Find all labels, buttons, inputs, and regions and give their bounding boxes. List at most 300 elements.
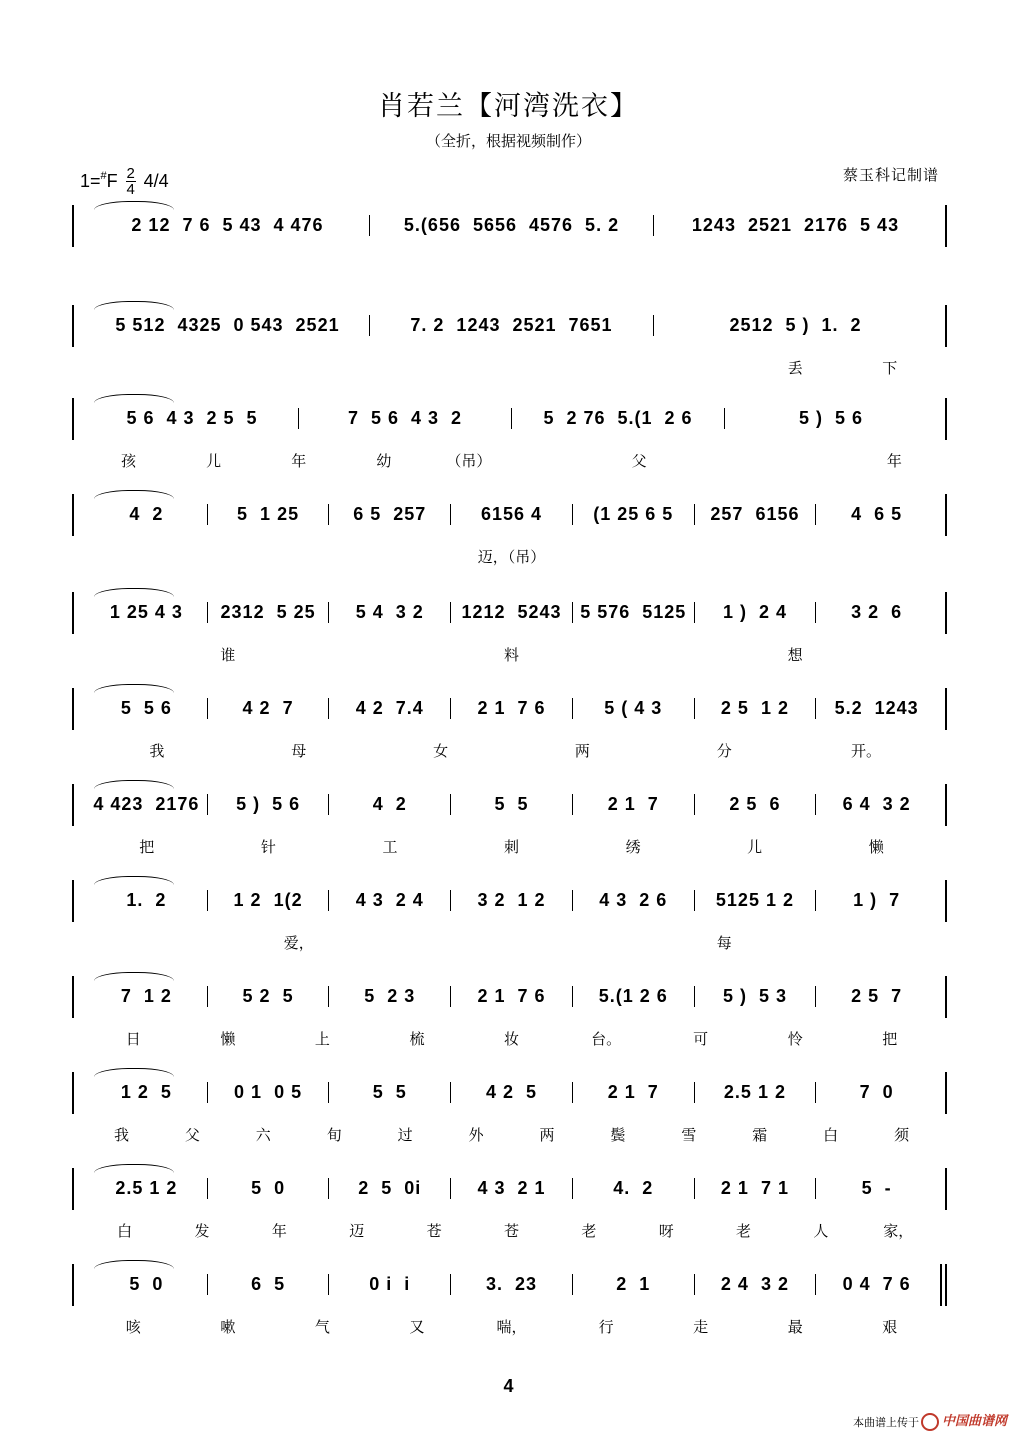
lyric-syllable: 台。 (591, 1030, 622, 1048)
measure-notes: 6 5 257 (353, 504, 427, 524)
lyric-syllable: 艰 (882, 1318, 898, 1336)
measure (694, 794, 816, 815)
lyric-syllable: 工 (382, 838, 398, 856)
measure-notes: 4. 2 (613, 1178, 654, 1198)
lyric-syllable: 旬 (326, 1126, 342, 1144)
measure-notes: 2 5 7 (851, 986, 903, 1006)
lyric-syllable: 我 (149, 742, 165, 760)
measure (694, 1178, 816, 1199)
measure-notes: 3 2 1 2 (477, 890, 546, 910)
lyric-syllable: 父 (631, 452, 647, 470)
lyric-syllable: 怜 (787, 1030, 803, 1048)
notes-row (86, 408, 937, 429)
measure-notes: 5 5 6 (120, 698, 172, 718)
time-denominator: 4 (126, 181, 135, 198)
lyrics-row (86, 644, 937, 665)
measure (450, 1274, 572, 1295)
slur-mark (94, 1068, 174, 1077)
slur-mark (94, 588, 174, 597)
key-note: F (106, 171, 118, 191)
lyric-syllable (559, 357, 654, 378)
measure-notes: 257 6156 (710, 504, 800, 524)
measure (694, 504, 816, 525)
lyric-syllable: 老 (581, 1222, 597, 1240)
measure-notes: 4 423 2176 (93, 794, 200, 814)
measure (207, 504, 329, 525)
lyric-syllable: 呀 (658, 1222, 674, 1240)
lyric-syllable: 把 (882, 1030, 898, 1048)
measure (86, 1178, 207, 1199)
measure (815, 698, 937, 719)
lyrics-row (86, 932, 937, 953)
lyric-syllable: 白 (117, 1222, 133, 1240)
lyric-syllable: 开。 (851, 742, 882, 760)
system-start-barline (72, 398, 74, 440)
measure (328, 602, 450, 623)
lyric-syllable: 气 (314, 1318, 330, 1336)
measure-notes: 2 4 3 2 (720, 1274, 789, 1294)
lyric-syllable: 刺 (504, 838, 520, 856)
measure-notes: 2 1 7 6 (477, 698, 546, 718)
lyric-syllable: 外 (468, 1126, 484, 1144)
measure-notes: 1212 5243 (461, 602, 562, 622)
measure-notes: 0 i i (369, 1274, 411, 1294)
slur-mark (94, 1164, 174, 1173)
system-start-barline (72, 976, 74, 1018)
slur-mark (94, 1260, 174, 1269)
notes-row (86, 794, 937, 815)
system-start-barline (72, 205, 74, 247)
lyrics-row (86, 357, 937, 378)
lyric-syllable: 下 (882, 359, 898, 377)
system-end-barline (945, 205, 947, 247)
notes-row (86, 315, 937, 336)
slur-mark (94, 972, 174, 981)
lyric-syllable: 又 (409, 1318, 425, 1336)
notation-system (72, 592, 947, 677)
site-logo-icon (921, 1413, 939, 1431)
measure-notes: 4 3 2 4 (355, 890, 424, 910)
site-logo (921, 1410, 1007, 1431)
notation-system (72, 976, 947, 1061)
lyric-syllable: 白 (823, 1126, 839, 1144)
measure (86, 1082, 207, 1103)
notes-row (86, 1082, 937, 1103)
notation-system (72, 784, 947, 869)
measure (450, 602, 572, 623)
lyric-syllable: 幼 (376, 452, 392, 470)
notation-system (72, 1168, 947, 1253)
measure (572, 698, 694, 719)
measure (694, 1274, 816, 1295)
site-name: 中国曲谱网 (941, 1414, 1007, 1429)
lyric-syllable: 儿 (747, 838, 763, 856)
notes-row (86, 1178, 937, 1199)
measure (207, 602, 329, 623)
measure (815, 504, 937, 525)
measure (86, 315, 369, 336)
lyric-syllable: 丢 (787, 359, 803, 377)
lyric-syllable: 迈，（吊） (477, 548, 546, 566)
measure (694, 986, 816, 1007)
measure-notes: 2.5 1 2 (723, 1082, 786, 1102)
system-start-barline (72, 688, 74, 730)
lyric-syllable (275, 357, 370, 378)
notes-row (86, 986, 937, 1007)
lyrics-row (86, 1124, 937, 1145)
measure-notes: 5 - (861, 1178, 892, 1198)
measure (815, 794, 937, 815)
system-end-barline (945, 305, 947, 347)
measure-notes: 5 1 25 (237, 504, 300, 524)
lyric-syllable: 上 (314, 1030, 330, 1048)
lyric-syllable: 霜 (752, 1126, 768, 1144)
measure-notes: 2512 5 ) 1. 2 (729, 315, 862, 335)
lyric-syllable: 年 (271, 1222, 287, 1240)
measure (207, 1274, 329, 1295)
measure (572, 794, 694, 815)
measure-notes: 0 4 7 6 (842, 1274, 911, 1294)
measure-notes: 2 1 7 1 (720, 1178, 789, 1198)
lyric-syllable: 绣 (625, 838, 641, 856)
measure (572, 1274, 694, 1295)
measure (815, 1082, 937, 1103)
lyric-syllable: 把 (139, 838, 155, 856)
lyric-syllable: 走 (693, 1318, 709, 1336)
measure (511, 408, 724, 429)
measure-notes: 5 6 4 3 2 5 5 (126, 408, 258, 428)
system-end-barline (945, 398, 947, 440)
measure (815, 890, 937, 911)
measure (694, 698, 816, 719)
measure (86, 890, 207, 911)
measure (450, 890, 572, 911)
system-end-barline (945, 688, 947, 730)
lyric-syllable: 苍 (426, 1222, 442, 1240)
measure-notes: 0 1 0 5 (234, 1082, 303, 1102)
measure-notes: 2312 5 25 (220, 602, 316, 622)
measure (450, 698, 572, 719)
sharp-symbol: # (100, 169, 107, 182)
lyric-syllable: 儿 (206, 452, 222, 470)
measure (369, 215, 653, 236)
measure-notes: 2.5 1 2 (115, 1178, 178, 1198)
measure-notes: 5 ( 4 3 (604, 698, 663, 718)
system-start-barline (72, 1072, 74, 1114)
lyric-syllable: 谁 (220, 646, 236, 664)
lyric-syllable (682, 450, 767, 471)
measure-notes: 5 2 3 (364, 986, 416, 1006)
measure (653, 215, 937, 236)
lyrics-row (86, 836, 937, 857)
notation-system (72, 1264, 947, 1349)
measure (815, 1274, 937, 1295)
measure-notes: 6 5 (251, 1274, 286, 1294)
lyric-syllable (181, 357, 276, 378)
measure-notes: 1 ) 2 4 (722, 602, 787, 622)
measure (328, 504, 450, 525)
notation-system (72, 398, 947, 483)
score-title: 肖若兰【河湾洗衣】 (378, 91, 639, 122)
measure (653, 315, 937, 336)
lyric-syllable (464, 357, 559, 378)
measure-notes: 5.(1 2 6 (598, 986, 668, 1006)
lyric-syllable: 喘， (496, 1318, 527, 1336)
measure (724, 408, 937, 429)
lyric-syllable: 可 (693, 1030, 709, 1048)
measure-notes: 2 1 7 (607, 1082, 659, 1102)
lyric-syllable: 懒 (220, 1030, 236, 1048)
measure-notes: 4 3 2 1 (477, 1178, 546, 1198)
measure (450, 1082, 572, 1103)
notes-row (86, 602, 937, 623)
measure (572, 602, 694, 623)
key-signature (80, 166, 169, 197)
measure (815, 986, 937, 1007)
system-end-barline (945, 494, 947, 536)
lyric-syllable: 行 (598, 1318, 614, 1336)
lyric-syllable: 迈 (349, 1222, 365, 1240)
system-start-barline (72, 784, 74, 826)
measure-notes: 5 576 5125 (580, 602, 687, 622)
lyrics-row (86, 1220, 937, 1241)
lyrics-row (86, 1316, 937, 1337)
lyric-syllable: 六 (255, 1126, 271, 1144)
measure-notes: 5 5 (372, 1082, 407, 1102)
notation-system (72, 205, 947, 290)
measure-notes: 4 2 (372, 794, 407, 814)
lyric-syllable: 鬓 (610, 1126, 626, 1144)
measure-notes: 7 5 6 4 3 2 (347, 408, 463, 428)
lyrics-row (86, 546, 937, 567)
measure-notes: 4 3 2 6 (599, 890, 668, 910)
lyric-syllable: 妆 (504, 1030, 520, 1048)
measure-notes: 3 2 6 (851, 602, 903, 622)
system-start-barline (72, 305, 74, 347)
measure-notes: 6 4 3 2 (842, 794, 911, 814)
score-subtitle: （全折，根据视频制作） (425, 132, 591, 150)
lyric-syllable: 发 (194, 1222, 210, 1240)
measure (207, 1082, 329, 1103)
measure (328, 986, 450, 1007)
measure (86, 1274, 207, 1295)
system-end-barline (945, 976, 947, 1018)
measure (572, 504, 694, 525)
system-start-barline (72, 1264, 74, 1306)
system-end-barline (945, 1264, 947, 1306)
measure-notes: 5 ) 5 3 (722, 986, 787, 1006)
notation-system (72, 305, 947, 390)
system-start-barline (72, 1168, 74, 1210)
slur-mark (94, 490, 174, 499)
measure-notes: 7 0 (859, 1082, 894, 1102)
lyric-syllable: 最 (787, 1318, 803, 1336)
lyric-syllable: 苍 (503, 1222, 519, 1240)
system-end-barline (945, 1168, 947, 1210)
measure-notes: 5 5 (494, 794, 529, 814)
lyric-syllable: 孩 (121, 452, 137, 470)
key-label: 1= (80, 171, 101, 191)
lyric-syllable: 雪 (681, 1126, 697, 1144)
measure (815, 602, 937, 623)
measure-notes: 5 0 (251, 1178, 286, 1198)
measure (369, 315, 653, 336)
slur-mark (94, 301, 174, 310)
measure-notes: 1243 2521 2176 5 43 (691, 215, 900, 235)
lyric-syllable: 老 (736, 1222, 752, 1240)
lyric-syllable: 爱， (283, 934, 314, 952)
notation-system (72, 1072, 947, 1157)
measure (450, 504, 572, 525)
measure (86, 602, 207, 623)
lyric-syllable (370, 357, 465, 378)
measure-notes: 5.2 1243 (834, 698, 919, 718)
measure-notes: 4 2 7 (242, 698, 294, 718)
lyric-syllable: 我 (113, 1126, 129, 1144)
measure (572, 1178, 694, 1199)
measure-notes: 1 25 4 3 (109, 602, 183, 622)
notes-row (86, 890, 937, 911)
measure (694, 1082, 816, 1103)
lyric-syllable (86, 357, 181, 378)
upload-note: 本曲谱上传于 (853, 1416, 919, 1429)
measure-notes: 2 1 (616, 1274, 651, 1294)
notes-row (86, 504, 937, 525)
lyric-syllable: 过 (397, 1126, 413, 1144)
lyrics-row (86, 450, 937, 471)
lyric-syllable: 分 (716, 742, 732, 760)
double-barline (940, 1264, 942, 1306)
system-start-barline (72, 592, 74, 634)
lyric-syllable: 年 (291, 452, 307, 470)
lyric-syllable: 人 (813, 1222, 829, 1240)
measure (207, 1178, 329, 1199)
lyric-syllable: 两 (539, 1126, 555, 1144)
measure (86, 408, 298, 429)
measure (328, 794, 450, 815)
measure-notes: 2 5 6 (729, 794, 781, 814)
notation-system (72, 880, 947, 965)
measure-notes: 5125 1 2 (715, 890, 794, 910)
lyric-syllable: 父 (184, 1126, 200, 1144)
measure-notes: 4 2 (129, 504, 164, 524)
lyric-syllable: 梳 (409, 1030, 425, 1048)
time-numerator: 2 (126, 165, 135, 182)
measure-notes: 2 12 7 6 5 43 4 476 (131, 215, 324, 235)
notes-row (86, 215, 937, 236)
lyric-syllable (511, 450, 596, 471)
lyric-syllable: （吊） (446, 452, 492, 470)
lyrics-row (86, 1028, 937, 1049)
measure-notes: 1 2 1(2 (233, 890, 303, 910)
time-signature (126, 166, 136, 197)
measure (328, 1274, 450, 1295)
measure-notes: 6156 4 (480, 504, 543, 524)
measure-notes: 4 2 5 (485, 1082, 538, 1102)
alternate-time-signature: 4/4 (143, 171, 169, 191)
lyric-syllable: 针 (260, 838, 276, 856)
measure-notes: 2 1 7 6 (477, 986, 546, 1006)
measure (86, 698, 207, 719)
transcriber-credit: 蔡玉科记制谱 (842, 166, 939, 184)
slur-mark (94, 876, 174, 885)
measure (450, 794, 572, 815)
measure (207, 890, 329, 911)
lyric-syllable: 家， (883, 1222, 914, 1240)
lyric-syllable: 女 (433, 742, 449, 760)
notes-row (86, 1274, 937, 1295)
measure (572, 1082, 694, 1103)
measure (450, 1178, 572, 1199)
measure-notes: 4 2 7.4 (355, 698, 424, 718)
measure-notes: 5 4 3 2 (355, 602, 424, 622)
measure (207, 698, 329, 719)
measure (207, 986, 329, 1007)
lyric-syllable (767, 450, 852, 471)
slur-mark (94, 780, 174, 789)
lyric-syllable: 想 (787, 646, 803, 664)
measure-notes: 1 ) 7 (853, 890, 901, 910)
measure (572, 890, 694, 911)
system-start-barline (72, 880, 74, 922)
system-start-barline (72, 494, 74, 536)
measure (694, 602, 816, 623)
measure-notes: 5 ) 5 6 (236, 794, 301, 814)
notation-system (72, 494, 947, 579)
slur-mark (94, 684, 174, 693)
measure-notes: 5.(656 5656 4576 5. 2 (403, 215, 620, 235)
measure-notes: 5 0 (129, 1274, 164, 1294)
measure-notes: 7 1 2 (120, 986, 172, 1006)
measure (86, 215, 369, 236)
lyric-syllable: 须 (894, 1126, 910, 1144)
lyric-syllable: 嗽 (220, 1318, 236, 1336)
measure (328, 890, 450, 911)
notes-row (86, 698, 937, 719)
notation-system (72, 688, 947, 773)
measure (694, 890, 816, 911)
measure-notes: (1 25 6 5 (593, 504, 674, 524)
measure (207, 794, 329, 815)
lyric-syllable: 年 (886, 452, 902, 470)
system-end-barline (945, 1072, 947, 1114)
measure-notes: 3. 23 (485, 1274, 538, 1294)
measure (86, 794, 207, 815)
measure (298, 408, 511, 429)
measure-notes: 5 2 5 (242, 986, 294, 1006)
measure (328, 1178, 450, 1199)
measure-notes: 5 ) 5 6 (798, 408, 864, 428)
measure-notes: 4 6 5 (851, 504, 903, 524)
measure (86, 986, 207, 1007)
measure-notes: 5 512 4325 0 543 2521 (115, 315, 340, 335)
system-end-barline (945, 880, 947, 922)
measure (328, 1082, 450, 1103)
measure (572, 986, 694, 1007)
measure-notes: 1. 2 (126, 890, 167, 910)
lyric-syllable: 母 (291, 742, 307, 760)
measure-notes: 2 5 0i (358, 1178, 422, 1198)
lyric-syllable: 日 (125, 1030, 141, 1048)
system-end-barline (945, 592, 947, 634)
measure (328, 698, 450, 719)
page-number: 4 (503, 1376, 514, 1396)
measure-notes: 7. 2 1243 2521 7651 (410, 315, 613, 335)
measure-notes: 2 5 1 2 (720, 698, 789, 718)
lyric-syllable: 两 (574, 742, 590, 760)
measure-notes: 5 2 76 5.(1 2 6 (543, 408, 693, 428)
measure (815, 1178, 937, 1199)
